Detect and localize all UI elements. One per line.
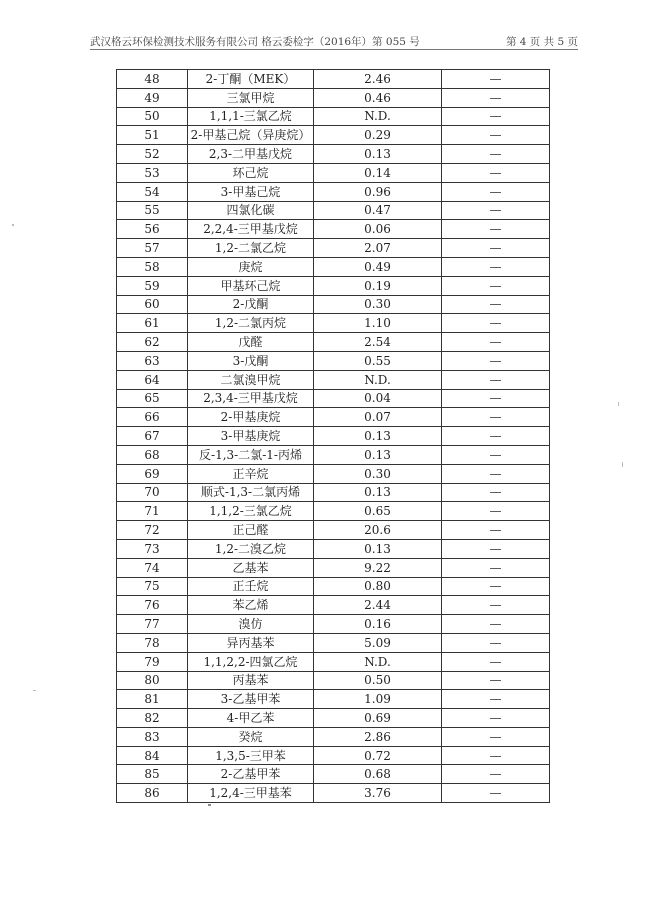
scan-speck [622,462,623,467]
concentration-cell: 0.14 [314,163,442,182]
limit-cell: — [442,445,550,464]
table-row [117,577,550,596]
limit-cell: — [442,370,550,389]
limit-cell: — [442,596,550,615]
limit-cell: — [442,765,550,784]
concentration-cell: N.D. [314,107,442,126]
compound-name-cell: 2-甲基庚烷 [188,408,314,427]
row-number-cell: 78 [117,633,188,652]
limit-cell: — [442,163,550,182]
concentration-cell: 0.29 [314,126,442,145]
concentration-cell: 0.30 [314,295,442,314]
concentration-cell: 2.07 [314,239,442,258]
concentration-cell: 0.55 [314,351,442,370]
compound-name-cell: 1,2-二氯丙烷 [188,314,314,333]
concentration-cell: 0.72 [314,746,442,765]
scan-speck [618,402,619,406]
concentration-cell: 0.16 [314,615,442,634]
limit-cell: — [442,295,550,314]
limit-cell: — [442,633,550,652]
concentration-cell: 3.76 [314,784,442,803]
compound-name-cell: 4-甲乙苯 [188,709,314,728]
concentration-cell: 0.13 [314,483,442,502]
table-row [117,652,550,671]
row-number-cell: 74 [117,558,188,577]
compound-name-cell: 1,1,2-三氯乙烷 [188,502,314,521]
concentration-cell: 0.65 [314,502,442,521]
table-row [117,615,550,634]
compound-name-cell: 1,1,2,2-四氯乙烷 [188,652,314,671]
compound-name-cell: 正壬烷 [188,577,314,596]
table-row [117,257,550,276]
row-number-cell: 71 [117,502,188,521]
row-number-cell: 50 [117,107,188,126]
row-number-cell: 65 [117,389,188,408]
table-row [117,88,550,107]
concentration-cell: 2.44 [314,596,442,615]
row-number-cell: 66 [117,408,188,427]
limit-cell: — [442,502,550,521]
row-number-cell: 77 [117,615,188,634]
concentration-cell: 0.49 [314,257,442,276]
row-number-cell: 61 [117,314,188,333]
table-row [117,445,550,464]
limit-cell: — [442,652,550,671]
compound-name-cell: 1,2-二溴乙烷 [188,539,314,558]
concentration-cell: 20.6 [314,521,442,540]
table-row [117,746,550,765]
limit-cell: — [442,351,550,370]
row-number-cell: 58 [117,257,188,276]
row-number-cell: 81 [117,690,188,709]
limit-cell: — [442,746,550,765]
compound-name-cell: 环己烷 [188,163,314,182]
limit-cell: — [442,577,550,596]
table-row [117,239,550,258]
limit-cell: — [442,126,550,145]
limit-cell: — [442,408,550,427]
row-number-cell: 55 [117,201,188,220]
concentration-cell: 2.46 [314,70,442,89]
row-number-cell: 85 [117,765,188,784]
scan-speck [208,804,211,806]
limit-cell: — [442,88,550,107]
concentration-cell: 0.68 [314,765,442,784]
concentration-cell: 2.54 [314,333,442,352]
row-number-cell: 72 [117,521,188,540]
limit-cell: — [442,70,550,89]
limit-cell: — [442,182,550,201]
concentration-cell: 0.13 [314,539,442,558]
table-row [117,145,550,164]
table-row [117,201,550,220]
concentration-cell: 2.86 [314,727,442,746]
row-number-cell: 70 [117,483,188,502]
row-number-cell: 54 [117,182,188,201]
concentration-cell: 0.80 [314,577,442,596]
concentration-cell: 5.09 [314,633,442,652]
row-number-cell: 76 [117,596,188,615]
row-number-cell: 86 [117,784,188,803]
concentration-cell: N.D. [314,652,442,671]
row-number-cell: 69 [117,464,188,483]
compound-name-cell: 溴仿 [188,615,314,634]
concentration-cell: 0.69 [314,709,442,728]
compound-name-cell: 3-乙基甲苯 [188,690,314,709]
row-number-cell: 64 [117,370,188,389]
row-number-cell: 49 [117,88,188,107]
limit-cell: — [442,145,550,164]
table-row [117,314,550,333]
compound-name-cell: 3-甲基庚烷 [188,427,314,446]
compound-name-cell: 四氯化碳 [188,201,314,220]
limit-cell: — [442,709,550,728]
table-row [117,521,550,540]
table-row [117,370,550,389]
row-number-cell: 83 [117,727,188,746]
table-row [117,163,550,182]
table-row [117,596,550,615]
compound-name-cell: 1,2-二氯乙烷 [188,239,314,258]
page-header [90,34,578,50]
limit-cell: — [442,521,550,540]
limit-cell: — [442,257,550,276]
table-row [117,784,550,803]
compound-name-cell: 2,2,4-三甲基戊烷 [188,220,314,239]
compound-name-cell: 顺式-1,3-二氯丙烯 [188,483,314,502]
compound-name-cell: 丙基苯 [188,671,314,690]
table-row [117,690,550,709]
table-row [117,276,550,295]
compound-name-cell: 2-戊酮 [188,295,314,314]
compound-name-cell: 癸烷 [188,727,314,746]
limit-cell: — [442,690,550,709]
row-number-cell: 79 [117,652,188,671]
concentration-cell: 0.06 [314,220,442,239]
compound-name-cell: 2,3,4-三甲基戊烷 [188,389,314,408]
compound-name-cell: 2,3-二甲基戊烷 [188,145,314,164]
table-row [117,333,550,352]
table-row [117,351,550,370]
table-row [117,107,550,126]
concentration-cell: 0.96 [314,182,442,201]
concentration-cell: 0.19 [314,276,442,295]
table-row [117,765,550,784]
limit-cell: — [442,220,550,239]
table-row [117,483,550,502]
limit-cell: — [442,727,550,746]
concentration-cell: 0.07 [314,408,442,427]
compound-name-cell: 1,3,5-三甲苯 [188,746,314,765]
limit-cell: — [442,239,550,258]
results-table-body [117,70,550,803]
limit-cell: — [442,314,550,333]
concentration-cell: 0.04 [314,389,442,408]
row-number-cell: 63 [117,351,188,370]
compound-name-cell: 乙基苯 [188,558,314,577]
compound-name-cell: 甲基环己烷 [188,276,314,295]
table-row [117,709,550,728]
limit-cell: — [442,276,550,295]
row-number-cell: 53 [117,163,188,182]
table-row [117,389,550,408]
concentration-cell: 0.47 [314,201,442,220]
row-number-cell: 57 [117,239,188,258]
compound-name-cell: 2-丁酮（MEK） [188,70,314,89]
table-row [117,70,550,89]
compound-name-cell: 2-乙基甲苯 [188,765,314,784]
concentration-cell: 1.09 [314,690,442,709]
limit-cell: — [442,483,550,502]
table-row [117,182,550,201]
table-row [117,558,550,577]
table-row [117,727,550,746]
table-row [117,539,550,558]
table-row [117,671,550,690]
compound-name-cell: 3-甲基己烷 [188,182,314,201]
limit-cell: — [442,671,550,690]
page-number: 第 4 页 共 5 页 [505,36,578,48]
limit-cell: — [442,201,550,220]
concentration-cell: 0.30 [314,464,442,483]
row-number-cell: 73 [117,539,188,558]
row-number-cell: 56 [117,220,188,239]
compound-name-cell: 苯乙烯 [188,596,314,615]
limit-cell: — [442,615,550,634]
compound-name-cell: 正己醛 [188,521,314,540]
compound-name-cell: 反-1,3-二氯-1-丙烯 [188,445,314,464]
concentration-cell: 0.46 [314,88,442,107]
limit-cell: — [442,427,550,446]
row-number-cell: 52 [117,145,188,164]
compound-name-cell: 戊醛 [188,333,314,352]
table-row [117,427,550,446]
table-row [117,464,550,483]
results-table [116,69,550,803]
concentration-cell: 0.13 [314,427,442,446]
concentration-cell: 0.50 [314,671,442,690]
row-number-cell: 75 [117,577,188,596]
compound-name-cell: 正辛烷 [188,464,314,483]
report-header-title: 武汉格云环保检测技术服务有限公司 格云委检字（2016年）第 055 号 [90,36,420,48]
scan-speck [33,690,36,691]
limit-cell: — [442,333,550,352]
row-number-cell: 59 [117,276,188,295]
compound-name-cell: 1,1,1-三氯乙烷 [188,107,314,126]
concentration-cell: 0.13 [314,145,442,164]
compound-name-cell: 庚烷 [188,257,314,276]
row-number-cell: 67 [117,427,188,446]
row-number-cell: 82 [117,709,188,728]
concentration-cell: N.D. [314,370,442,389]
concentration-cell: 1.10 [314,314,442,333]
table-row [117,220,550,239]
concentration-cell: 9.22 [314,558,442,577]
row-number-cell: 80 [117,671,188,690]
table-row [117,126,550,145]
row-number-cell: 84 [117,746,188,765]
compound-name-cell: 二氯溴甲烷 [188,370,314,389]
compound-name-cell: 3-戊酮 [188,351,314,370]
table-row [117,633,550,652]
row-number-cell: 62 [117,333,188,352]
table-row [117,502,550,521]
row-number-cell: 60 [117,295,188,314]
row-number-cell: 68 [117,445,188,464]
compound-name-cell: 2-甲基己烷（异庚烷） [188,126,314,145]
limit-cell: — [442,784,550,803]
limit-cell: — [442,107,550,126]
compound-name-cell: 异丙基苯 [188,633,314,652]
limit-cell: — [442,389,550,408]
table-row [117,295,550,314]
scan-speck [12,224,14,226]
compound-name-cell: 三氯甲烷 [188,88,314,107]
concentration-cell: 0.13 [314,445,442,464]
row-number-cell: 51 [117,126,188,145]
limit-cell: — [442,558,550,577]
compound-name-cell: 1,2,4-三甲基苯 [188,784,314,803]
row-number-cell: 48 [117,70,188,89]
header-divider [90,49,578,50]
table-row [117,408,550,427]
limit-cell: — [442,539,550,558]
limit-cell: — [442,464,550,483]
